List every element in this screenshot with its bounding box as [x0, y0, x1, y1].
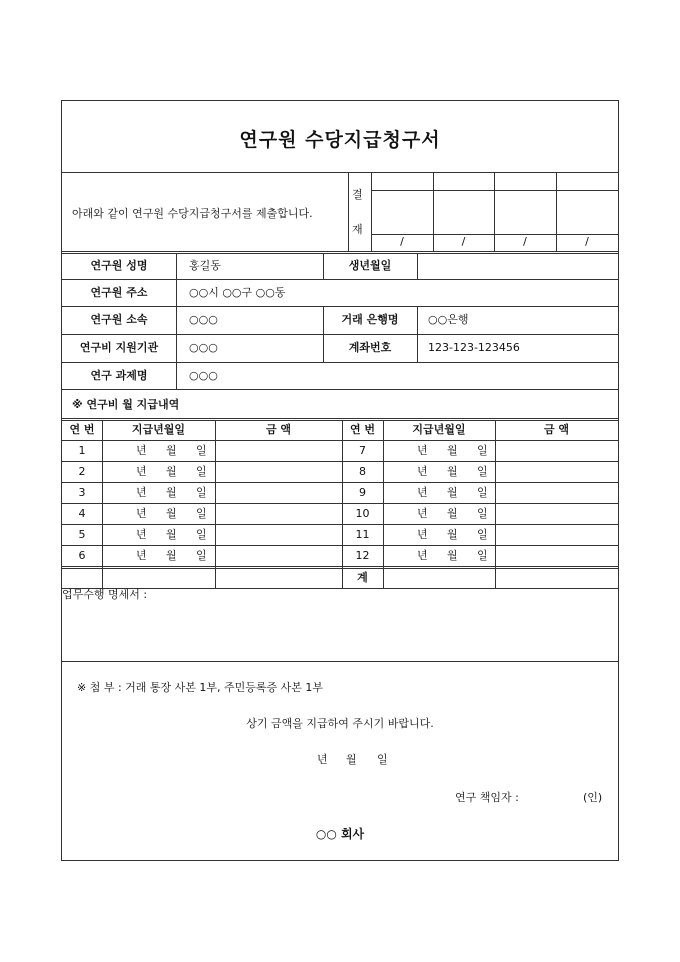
- row-number: 9: [359, 486, 366, 499]
- row-number: 8: [359, 465, 366, 478]
- row-number: 10: [355, 507, 370, 520]
- affiliation-label: 연구원 소속: [90, 313, 148, 326]
- project-value: ○○○: [189, 369, 218, 382]
- header-no: 연 번: [69, 423, 95, 436]
- payments-section-title: ※ 연구비 월 지급내역: [72, 398, 180, 411]
- name-value: 홍길동: [189, 259, 221, 272]
- approval-label-bottom: 재: [352, 223, 363, 236]
- company-name: ○○ 회사: [315, 827, 365, 841]
- agency-label: 연구비 지원기관: [79, 341, 159, 354]
- bank-label: 거래 은행명: [341, 313, 399, 326]
- agency-value: ○○○: [189, 341, 218, 354]
- row-number: 5: [78, 528, 86, 541]
- header-no: 연 번: [349, 423, 376, 436]
- row-number: 11: [355, 528, 370, 541]
- header-amount: 금 액: [543, 423, 570, 436]
- seal-mark: (인): [583, 791, 603, 804]
- work-statement-label: 업무수행 명세서 :: [62, 588, 148, 601]
- row-number: 1: [78, 444, 86, 457]
- row-number: 7: [359, 444, 366, 457]
- affiliation-value: ○○○: [189, 313, 218, 326]
- responsible-label: 연구 책임자 :: [455, 791, 519, 804]
- name-label: 연구원 성명: [90, 259, 148, 272]
- approval-date-slash: /: [400, 235, 404, 248]
- account-value: 123-123-123456: [428, 341, 520, 354]
- form-title: 연구원 수당지급청구서: [239, 129, 441, 151]
- project-label: 연구 과제명: [90, 369, 148, 382]
- attachment-note: ※ 첨 부 : 거래 통장 사본 1부, 주민등록증 사본 1부: [77, 681, 324, 694]
- row-number: 4: [78, 507, 86, 520]
- row-number: 6: [78, 549, 86, 562]
- intro-text: 아래와 같이 연구원 수당지급청구서를 제출합니다.: [72, 207, 313, 220]
- header-amount: 금 액: [265, 423, 292, 436]
- approval-date-slash: /: [461, 235, 466, 248]
- header-date: 지급년월일: [131, 423, 186, 436]
- address-label: 연구원 주소: [90, 286, 148, 299]
- birth-label: 생년월일: [348, 259, 392, 272]
- row-number: 12: [355, 549, 370, 562]
- row-number: 2: [78, 465, 86, 478]
- row-number: 3: [78, 486, 86, 499]
- bank-value: ○○은행: [428, 313, 469, 326]
- address-value: ○○시 ○○구 ○○동: [189, 286, 286, 299]
- approval-label-top: 결: [352, 188, 363, 201]
- account-label: 계좌번호: [348, 341, 392, 354]
- approval-date-slash: /: [523, 235, 527, 248]
- header-date: 지급년월일: [412, 423, 466, 436]
- total-label: 계: [357, 571, 368, 584]
- claim-form: 연구원 수당지급청구서 아래와 같이 연구원 수당지급청구서를 제출합니다. 결 재 / / / / 연구원 성명 홍길동 생년월일 연구원 주소 ○○시 ○○구 ○○동 연구원 소속 ○○○ 거래 은행명 ○○은행 연구비 지원기관 ○○○ 계좌번호 123-123-123456 연구 과제명 ○○○ ※ 연구비 월 지급내역 연 번 지급년월일 금 액 연 번 지급년월일 금 액 1 2 3 4 5 6 7 8 9 10 11 12 년 월 일 년 월 일 년 월 일 년 월 일 년 월 일 년 월 일 년 월 일 년 월 일 년 월 일 년 월 일 년 월 일 년 월 일 계 업무수행 명세서 : ※ 첨 부 : 거래 통장 사본 1부, 주민등록증 사본 1부 상기 금액을 지급하여 주시기 바랍니다. 년 월 일 연구 책임자 : (인) ○○ 회사: [61, 100, 619, 861]
- divider: [62, 172, 618, 173]
- approval-date-slash: /: [585, 235, 589, 248]
- request-text: 상기 금액을 지급하여 주시기 바랍니다.: [246, 717, 434, 730]
